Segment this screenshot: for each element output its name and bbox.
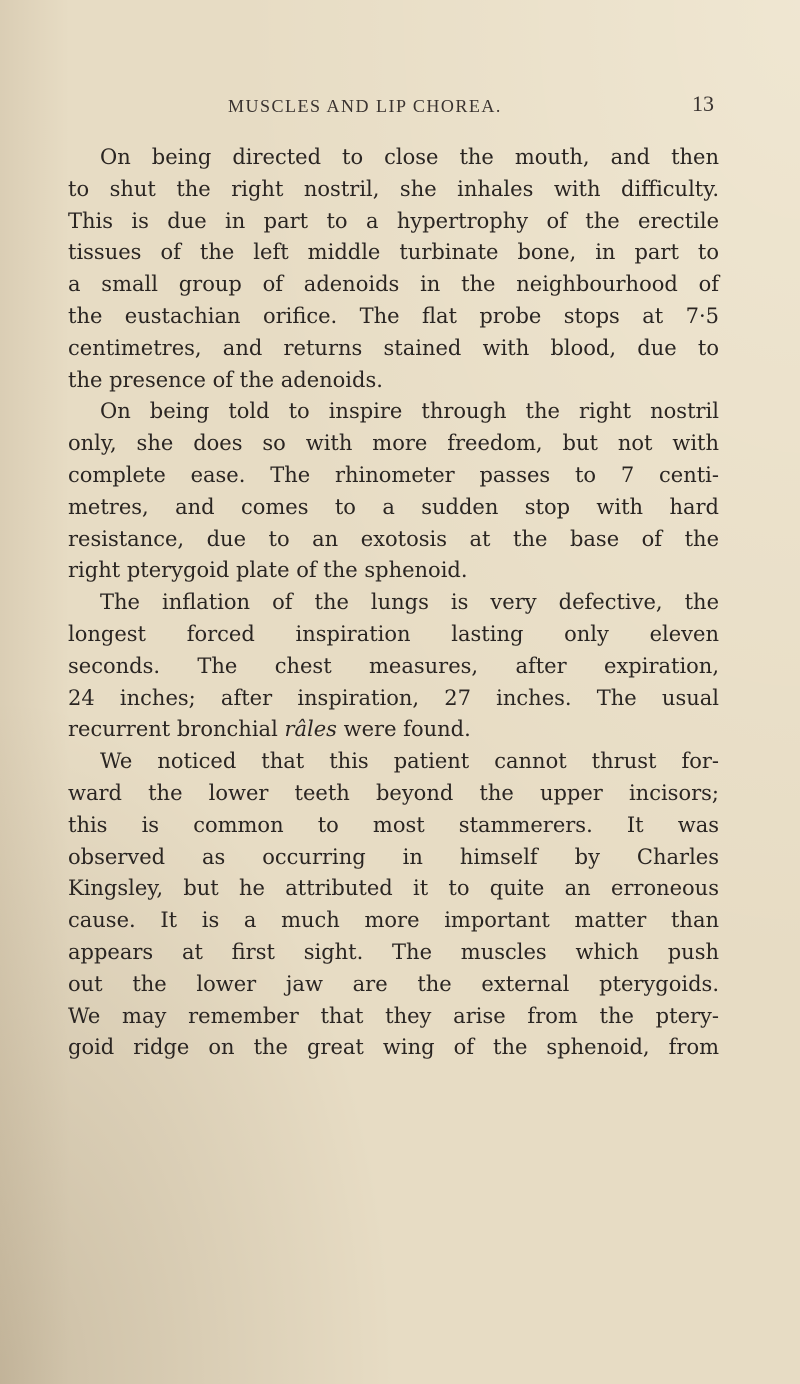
text-fragment: recurrent bronchial	[68, 717, 285, 742]
text-line: right pterygoid plate of the sphenoid.	[68, 558, 468, 583]
text-line: complete ease. The rhinometer passes to 7 centi-	[68, 462, 719, 487]
text-line: to shut the right nostril, she inhales with difficulty.	[68, 176, 719, 201]
text-line: The inflation of the lungs is very defective, the	[100, 590, 719, 615]
text-line	[68, 714, 719, 746]
italic-term: râles	[284, 717, 337, 742]
text-line: observed as occurring in himself by Charles	[68, 844, 719, 869]
text-line: goid ridge on the great wing of the sphenoid, from	[68, 1035, 719, 1060]
text-fragment: were found.	[336, 717, 471, 742]
text-line: longest forced inspiration lasting only eleven	[68, 621, 719, 646]
text-line: this is common to most stammerers. It was	[68, 812, 719, 837]
text-line: a small group of adenoids in the neighbourhood of	[68, 272, 719, 297]
text-line: the presence of the adenoids.	[68, 367, 383, 392]
page-number: 13	[692, 91, 714, 116]
text-line: On being told to inspire through the right nostril	[100, 399, 719, 424]
body-text	[68, 142, 719, 1064]
text-line: centimetres, and returns stained with blood, due to	[68, 335, 719, 360]
text-line: metres, and comes to a sudden stop with hard	[68, 494, 719, 519]
text-line: Kingsley, but he attributed it to quite an erroneous	[68, 876, 719, 901]
text-line: seconds. The chest measures, after expiration,	[68, 653, 719, 678]
text-line: On being directed to close the mouth, and then	[100, 145, 719, 169]
text-line: only, she does so with more freedom, but not with	[68, 431, 719, 456]
text-line: resistance, due to an exotosis at the base of the	[68, 526, 719, 551]
text-line: the eustachian orifice. The flat probe stops at 7·5	[68, 303, 719, 328]
text-line: This is due in part to a hypertrophy of the erectile	[68, 208, 719, 233]
text-line: We may remember that they arise from the ptery-	[68, 1003, 719, 1028]
text-line: We noticed that this patient cannot thrust for-	[100, 749, 719, 774]
text-line: ward the lower teeth beyond the upper incisors;	[68, 780, 719, 805]
text-line: 24 inches; after inspiration, 27 inches. The usual	[68, 685, 719, 710]
text-line: appears at first sight. The muscles which push	[68, 939, 719, 964]
running-title: MUSCLES AND LIP CHOREA.	[228, 96, 502, 116]
text-line: out the lower jaw are the external pterygoids.	[68, 971, 719, 996]
text-line: cause. It is a much more important matter than	[68, 908, 719, 933]
text-line: tissues of the left middle turbinate bone, in part to	[68, 240, 719, 265]
